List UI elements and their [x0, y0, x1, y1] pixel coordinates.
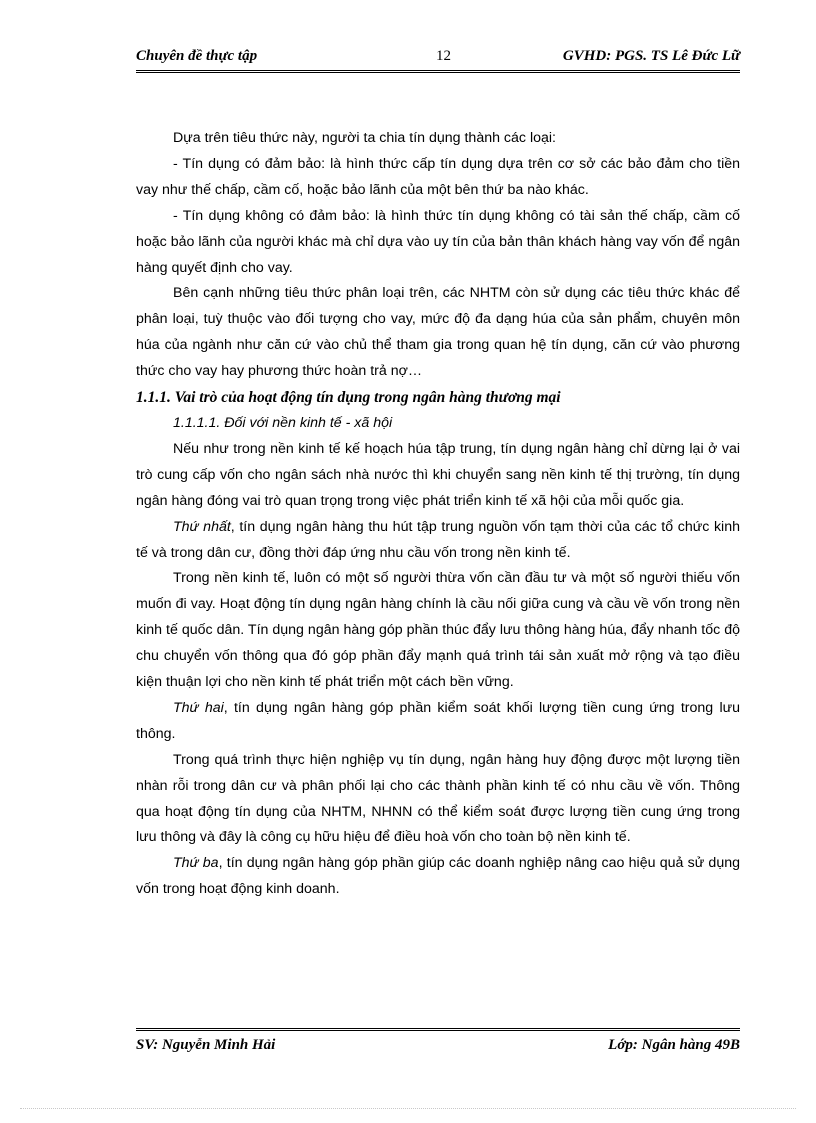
page-bottom-dotted-line [20, 1108, 796, 1109]
header-supervisor: GVHD: PGS. TS Lê Đức Lữ [562, 48, 740, 64]
paragraph-money-control: Trong quá trình thực hiện nghiệp vụ tín dụng, ngân hàng huy động được một lượng tiền nhàn rỗi trong dân cư và phân phối lại cho các thành phần kinh tế có nhu cầu về vốn. Thông qua hoạt động tín dụng của NHTM, NHNN có thể kiểm soát được lượng tiền cung ứng trong lưu thông và đây là công cụ hữu hiệu để điều hoà vốn cho toàn bộ nền kinh tế. [136, 751, 740, 846]
paragraph-other-criteria: Bên cạnh những tiêu thức phân loại trên, các NHTM còn sử dụng các tiêu thức khác để phân loại, tuỳ thuộc vào đối tượng cho vay, mức độ đa dạng húa của sản phẩm, chuyên môn húa của ngành như căn cứ vào chủ thể tham gia trong quan hệ tín dụng, căn cứ vào phương thức cho vay hay phương thức hoàn trả nợ… [136, 285, 740, 380]
paragraph-third-lead: Thứ ba [173, 855, 219, 872]
header-divider [136, 70, 740, 73]
page-header [136, 46, 740, 70]
paragraph-third-text: , tín dụng ngân hàng góp phần giúp các doanh nghiệp nâng cao hiệu quả sử dụng vốn trong hoạt động kinh doanh. [136, 855, 740, 898]
paragraph-capital-bridge: Trong nền kinh tế, luôn có một số người thừa vốn cần đầu tư và một số người thiếu vốn muốn đi vay. Hoạt động tín dụng ngân hàng chính là cầu nối giữa cung và cầu về vốn trong nền kinh tế quốc dân. Tín dụng ngân hàng góp phần thúc đẩy lưu thông hàng húa, đẩy nhanh tốc độ chu chuyển vốn thông qua đó góp phần đẩy mạnh quá trình tái sản xuất mở rộng và tạo điều kiện thuận lợi cho nền kinh tế phát triển một cách bền vững. [136, 570, 740, 691]
paragraph-second [136, 696, 740, 748]
subsection-heading: 1.1.1.1. Đối với nền kinh tế - xã hội [173, 414, 393, 431]
paragraph-third [136, 851, 740, 903]
page-body [136, 126, 740, 903]
paragraph-second-lead: Thứ hai [173, 699, 224, 716]
footer-student: SV: Nguyễn Minh Hải [136, 1037, 276, 1053]
footer-divider [136, 1028, 740, 1031]
paragraph-unsecured-credit: - Tín dụng không có đảm bảo: là hình thức tín dụng không có tài sản thế chấp, cầm cố hoặc bảo lãnh của người khác mà chỉ dựa vào uy tín của bản thân khách hàng vay vốn để ngân hàng quyết định cho vay. [136, 207, 740, 276]
paragraph-first [136, 515, 740, 567]
paragraph-intro: Dựa trên tiêu thức này, người ta chia tín dụng thành các loại: [173, 130, 556, 146]
header-page-number: 12 [436, 48, 451, 64]
paragraph-first-text: , tín dụng ngân hàng thu hút tập trung nguồn vốn tạm thời của các tổ chức kinh tế và trong dân cư, đồng thời đáp ứng nhu cầu vốn trong nền kinh tế. [136, 518, 740, 561]
paragraph-secured-credit: - Tín dụng có đảm bảo: là hình thức cấp tín dụng dựa trên cơ sở các bảo đảm cho tiền vay như thế chấp, cầm cố, hoặc bảo lãnh của một bên thứ ba nào khác. [136, 155, 740, 198]
header-document-title: Chuyên đề thực tập [136, 48, 258, 64]
paragraph-first-lead: Thứ nhất [173, 518, 231, 535]
footer-class: Lớp: Ngân hàng 49B [608, 1037, 740, 1053]
paragraph-second-text: , tín dụng ngân hàng góp phần kiểm soát khối lượng tiền cung ứng trong lưu thông. [136, 699, 740, 742]
paragraph-economy-role: Nếu như trong nền kinh tế kế hoạch húa tập trung, tín dụng ngân hàng chỉ dừng lại ở vai trò cung cấp vốn cho ngân sách nhà nước thì khi chuyển sang nền kinh tế thị trường, tín dụng ngân hàng đóng vai trò quan trọng trong việc phát triển kinh tế xã hội của mỗi quốc gia. [136, 440, 740, 509]
section-heading: 1.1.1. Vai trò của hoạt động tín dụng trong ngân hàng thương mại [136, 389, 561, 407]
